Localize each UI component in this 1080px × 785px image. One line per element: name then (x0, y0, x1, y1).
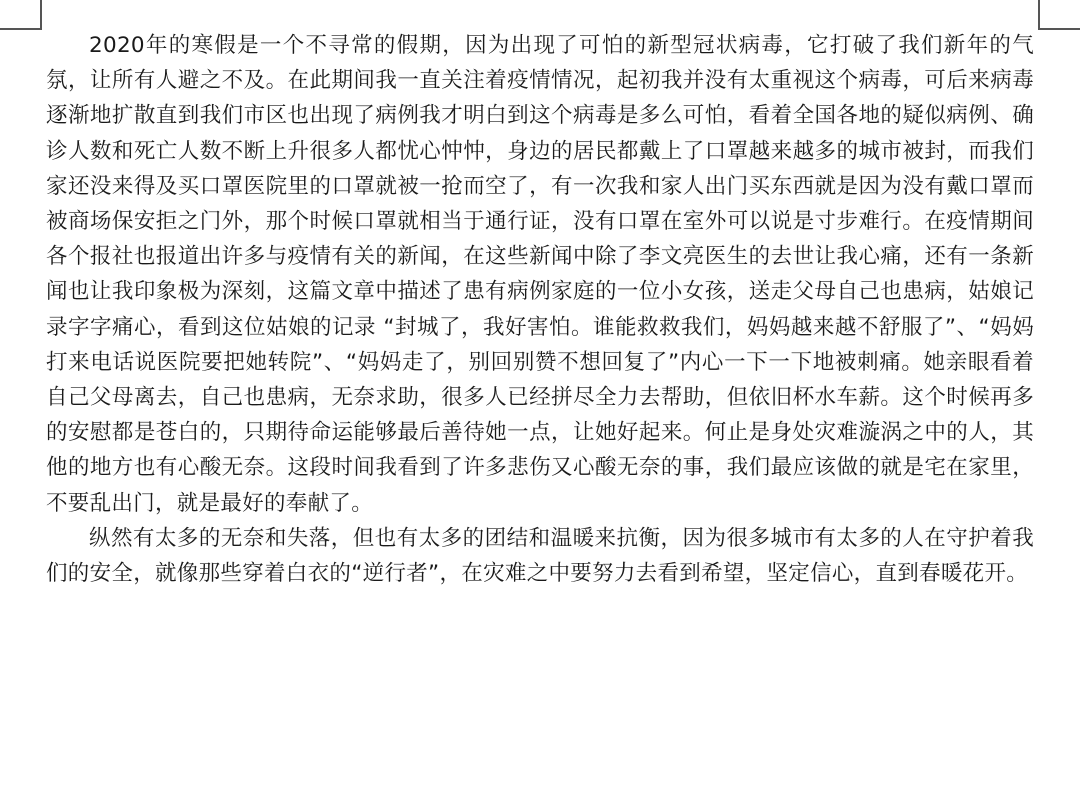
body-text (46, 28, 1034, 591)
paragraph-1: 2020年的寒假是一个不寻常的假期，因为出现了可怕的新型冠状病毒，它打破了我们新年的气氛，让所有人避之不及。在此期间我一直关注着疫情情况，起初我并没有太重视这个病毒，可后来病毒逐渐地扩散直到我们市区也出现了病例我才明白到这个病毒是多么可怕，看着全国各地的疑似病例、确诊人数和死亡人数不断上升很多人都忧心忡忡，身边的居民都戴上了口罩越来越多的城市被封，而我们家还没来得及买口罩医院里的口罩就被一抢而空了，有一次我和家人出门买东西就是因为没有戴口罩而被商场保安拒之门外，那个时候口罩就相当于通行证，没有口罩在室外可以说是寸步难行。在疫情期间各个报社也报道出许多与疫情有关的新闻，在这些新闻中除了李文亮医生的去世让我心痛，还有一条新闻也让我印象极为深刻，这篇文章中描述了患有病例家庭的一位小女孩，送走父母自己也患病，姑娘记录字字痛心，看到这位姑娘的记录 “封城了，我好害怕。谁能救救我们，妈妈越来越不舒服了”、“妈妈打来电话说医院要把她转院”、“妈妈走了，别回别赞不想回复了”内心一下一下地被刺痛。她亲眼看着自己父母离去，自己也患病，无奈求助，很多人已经拼尽全力去帮助，但依旧杯水车薪。这个时候再多的安慰都是苍白的，只期待命运能够最后善待她一点，让她好起来。何止是身处灾难漩涡之中的人，其他的地方也有心酸无奈。这段时间我看到了许多悲伤又心酸无奈的事，我们最应该做的就是宅在家里，不要乱出门，就是最好的奉献了。 (46, 33, 1034, 516)
crop-mark-top-left (0, 0, 42, 30)
paragraph-2: 纵然有太多的无奈和失落，但也有太多的团结和温暖来抗衡，因为很多城市有太多的人在守护着我们的安全，就像那些穿着白衣的“逆行者”，在灾难之中要努力去看到希望，坚定信心，直到春暖花开。 (46, 525, 1034, 587)
crop-mark-top-right (1038, 0, 1080, 30)
